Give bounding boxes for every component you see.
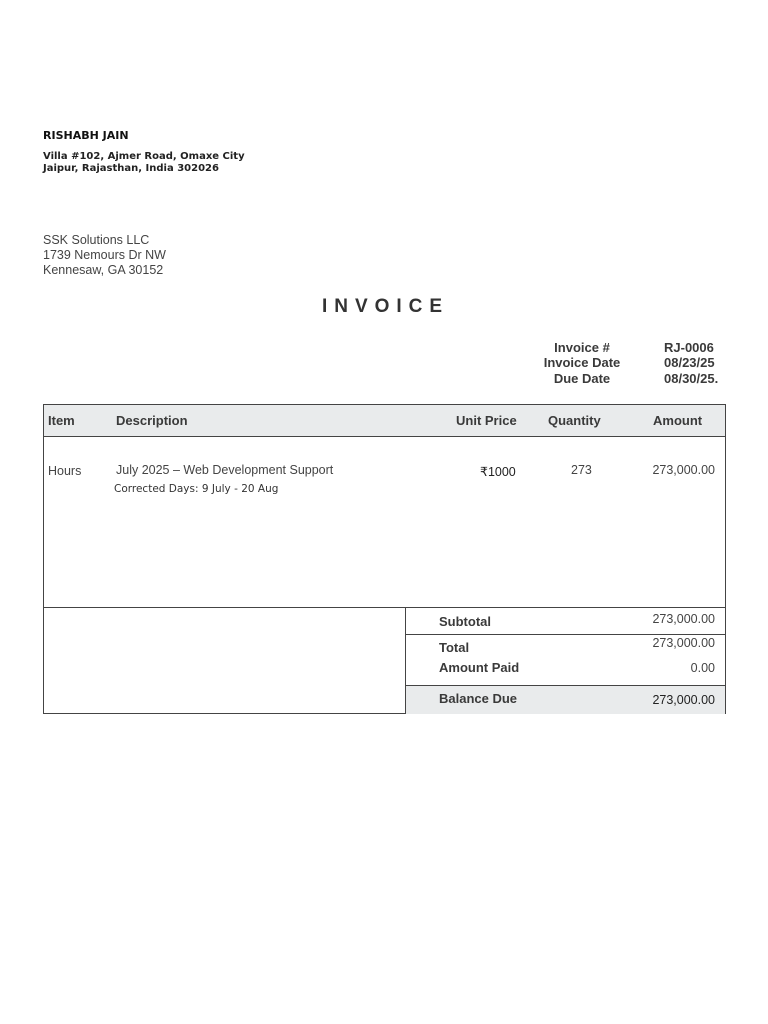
- invoice-date: 08/23/25: [664, 355, 715, 370]
- invoice-number-label: Invoice #: [554, 340, 610, 355]
- invoice-date-label: Invoice Date: [543, 355, 621, 370]
- totals-spacer: [43, 607, 406, 714]
- sender-name: RISHABH JAIN: [43, 129, 129, 142]
- items-table: [43, 404, 726, 608]
- total-value: 273,000.00: [652, 636, 715, 650]
- header-description: Description: [116, 413, 188, 428]
- client-address-line2: Kennesaw, GA 30152: [43, 263, 164, 277]
- sender-address-line2: Jaipur, Rajasthan, India 302026: [43, 163, 219, 174]
- header-unit-price: Unit Price: [456, 413, 517, 428]
- sender-address-line1: Villa #102, Ajmer Road, Omaxe City: [43, 151, 245, 162]
- subtotal-value: 273,000.00: [652, 612, 715, 626]
- header-amount: Amount: [653, 413, 703, 428]
- subtotal-label: Subtotal: [439, 614, 491, 629]
- invoice-number: RJ-0006: [664, 340, 714, 355]
- subtotal-divider: [406, 634, 725, 635]
- balance-due-label: Balance Due: [439, 691, 518, 706]
- client-address-line1: 1739 Nemours Dr NW: [43, 248, 166, 262]
- due-date-label: Due Date: [553, 371, 611, 386]
- totals-box: [405, 607, 726, 714]
- items-table-header: [44, 405, 725, 437]
- amount-paid-value: 0.00: [690, 661, 715, 675]
- header-quantity: Quantity: [548, 413, 601, 428]
- row-unit-price: ₹1000: [480, 465, 516, 479]
- amount-paid-label: Amount Paid: [439, 660, 520, 675]
- due-date: 08/30/25.: [664, 371, 719, 386]
- row-description: July 2025 – Web Development Support: [116, 463, 334, 477]
- row-item: Hours: [48, 464, 82, 478]
- client-name: SSK Solutions LLC: [43, 233, 150, 247]
- row-note: Corrected Days: 9 July - 20 Aug: [114, 483, 279, 495]
- invoice-title: INVOICE: [321, 296, 450, 317]
- balance-due-value: 273,000.00: [652, 693, 715, 707]
- total-label: Total: [439, 640, 470, 655]
- header-item: Item: [48, 413, 75, 428]
- row-amount: 273,000.00: [652, 463, 715, 477]
- row-quantity: 273: [571, 463, 592, 477]
- balance-divider: [406, 685, 725, 686]
